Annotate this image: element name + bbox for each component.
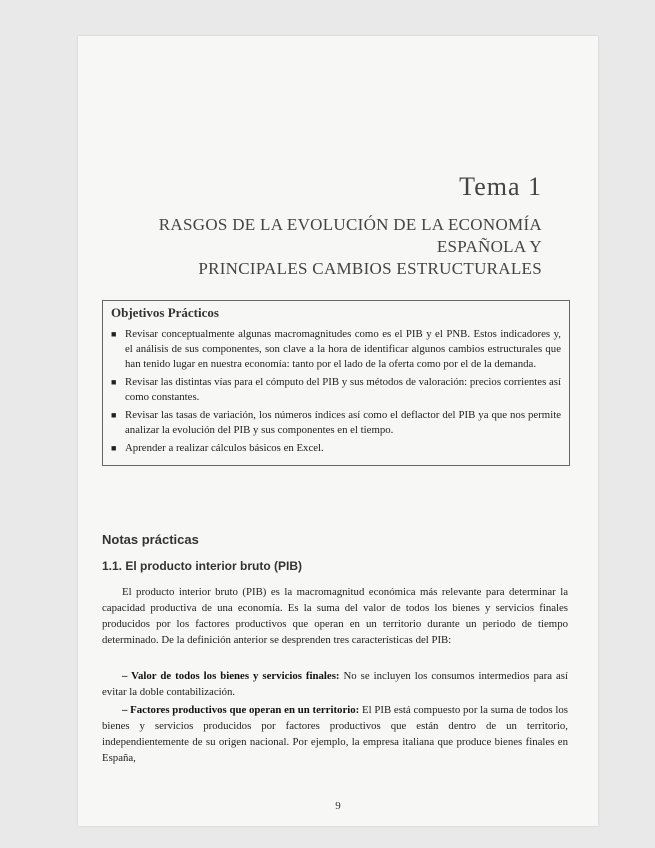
- objectives-box: [102, 300, 570, 466]
- chapter-label: Tema 1: [459, 172, 542, 201]
- chapter-title-line2: PRINCIPALES CAMBIOS ESTRUCTURALES: [198, 259, 542, 278]
- page-number: 9: [335, 800, 341, 812]
- section-title: Notas prácticas: [102, 532, 199, 547]
- bullet-icon: ■: [111, 410, 117, 420]
- paragraph: El producto interior bruto (PIB) es la macromagnitud económica más relevante para determinar la capacidad productiva de una economía. Es la suma del valor de todos los bienes y servicios finales producidos por los factores productivos que operan en un territorio durante un periodo de tiempo determinado. De la definición anterior se desprenden tres características del PIB:: [102, 586, 568, 646]
- bullet-icon: ■: [111, 377, 117, 387]
- subsection-title: 1.1. El producto interior bruto (PIB): [102, 559, 303, 573]
- paragraph: – Factores productivos que operan en un territorio: El PIB está compuesto por la suma de todos los bienes y servicios producidos por factores productivos que están dentro de un territorio, independientemente de su origen nacional. Por ejemplo, la empresa italiana que produce bienes finales en España,: [102, 704, 568, 764]
- objectives-title: Objetivos Prácticos: [111, 305, 219, 320]
- paragraph-lead: – Factores productivos que operan en un territorio:: [122, 704, 360, 716]
- paragraph-lead: – Valor de todos los bienes y servicios finales:: [122, 670, 340, 682]
- chapter-title-line1: RASGOS DE LA EVOLUCIÓN DE LA ECONOMÍA ESPAÑOLA Y: [158, 215, 542, 256]
- list-item: ■ Revisar las distintas vías para el cómputo del PIB y sus métodos de valoración: precios corrientes así como constantes.: [111, 376, 561, 403]
- list-item: ■ Revisar conceptualmente algunas macromagnitudes como es el PIB y el PNB. Estos indicadores y, el análisis de sus componentes, son clave a la hora de identificar algunos cambios estructurales que han tenido lugar en nuestra economía: tanto por el lado de la oferta como por el de la demanda.: [111, 328, 561, 370]
- paragraph: – Valor de todos los bienes y servicios finales: No se incluyen los consumos intermedios para así evitar la doble contabilización.: [102, 670, 568, 698]
- document-page: [78, 36, 598, 826]
- chapter-title: [114, 214, 542, 280]
- bullet-icon: ■: [111, 329, 117, 339]
- objectives-list: [111, 327, 561, 456]
- bullet-icon: ■: [111, 443, 117, 453]
- list-item: ■ Revisar las tasas de variación, los números índices así como el deflactor del PIB ya que nos permite analizar la evolución del PIB y sus componentes en el tiempo.: [111, 409, 561, 436]
- list-item: ■ Aprender a realizar cálculos básicos en Excel.: [111, 442, 324, 454]
